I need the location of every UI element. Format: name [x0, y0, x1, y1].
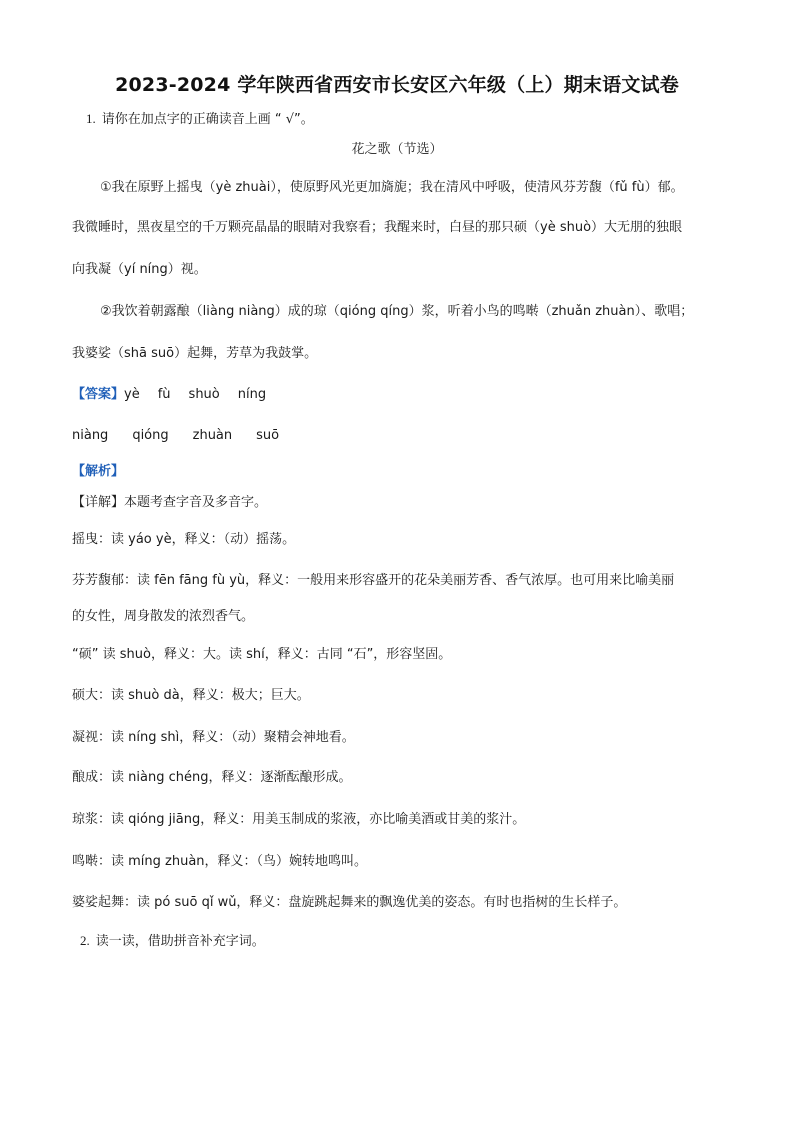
analysis-item: 酿成：读 niàng chéng，释义：逐渐酝酿形成。 [72, 770, 352, 785]
answer-tag: 【答案】 [72, 387, 125, 402]
paragraph-2-line-1: ②我饮着朝露酿（liàng niàng）成的琼（qióng qíng）浆，听着小鸟的鸣啭（zhuǎn zhuàn）、歌唱； [100, 304, 694, 319]
answer-row-2 [72, 428, 732, 444]
answer-pinyin: qióng [132, 428, 169, 443]
poem-title: 花之歌（节选） [351, 142, 443, 157]
analysis-item: 芬芳馥郁：读 fēn fāng fù yù，释义：一般用来形容盛开的花朵美丽芳香、香气浓厚。也可用来比喻美丽 [72, 573, 675, 588]
answer-pinyin: fù [157, 387, 171, 402]
analysis-item: 婆娑起舞：读 pó suō qǐ wǔ，释义：盘旋跳起舞来的飘逸优美的姿态。有时也指树的生长样子。 [72, 895, 627, 910]
analysis-tag [72, 464, 732, 480]
analysis-label: 【解析】 [72, 464, 125, 479]
question-text: 请你在加点字的正确读音上画 “ √”。 [101, 112, 314, 127]
paragraph-1-line-3: 向我凝（yí níng）视。 [72, 262, 207, 277]
answer-pinyin: yè [124, 387, 140, 402]
answer-pinyin: suō [256, 428, 280, 443]
answer-pinyin: zhuàn [192, 428, 233, 443]
answer-pinyin: shuò [188, 387, 220, 402]
page-title: 2023-2024 学年陕西省西安市长安区六年级（上）期末语文试卷 [115, 74, 679, 96]
question-number: 2. [80, 933, 90, 948]
analysis-detail: 【详解】本题考查字音及多音字。 [72, 495, 268, 510]
question-text: 读一读，借助拼音补充字词。 [95, 934, 265, 949]
answer-pinyin: níng [237, 387, 267, 402]
analysis-item: 摇曳：读 yáo yè，释义：（动）摇荡。 [72, 532, 296, 547]
question-1 [86, 111, 746, 128]
analysis-item: 琼浆：读 qióng jiāng，释义：用美玉制成的浆液，亦比喻美酒或甘美的浆汁。 [72, 812, 526, 827]
answer-row-1 [72, 387, 732, 403]
analysis-item: 硕大：读 shuò dà，释义：极大；巨大。 [72, 688, 310, 703]
paragraph-1-line-1: ①我在原野上摇曳（yè zhuài），使原野风光更加旖旎；我在清风中呼吸，使清风芬芳馥（fǔ fù）郁。 [100, 180, 684, 195]
analysis-item: 的女性，周身散发的浓烈香气。 [72, 609, 255, 624]
analysis-item: 凝视：读 níng shì，释义：（动）聚精会神地看。 [72, 730, 355, 745]
analysis-item: “硕” 读 shuò，释义：大。读 shí，释义：古同 “石”，形容坚固。 [72, 647, 452, 662]
answer-pinyin: niàng [72, 428, 109, 443]
paragraph-2-line-2: 我婆娑（shā suō）起舞，芳草为我鼓掌。 [72, 346, 318, 361]
question-number: 1. [86, 111, 96, 126]
analysis-item: 鸣啭：读 míng zhuàn，释义：（鸟）婉转地鸣叫。 [72, 854, 368, 869]
question-2 [80, 933, 740, 950]
paragraph-1-line-2: 我微睡时，黑夜星空的千万颗亮晶晶的眼睛对我察看；我醒来时，白昼的那只硕（yè shuò）大无朋的独眼 [72, 220, 683, 235]
